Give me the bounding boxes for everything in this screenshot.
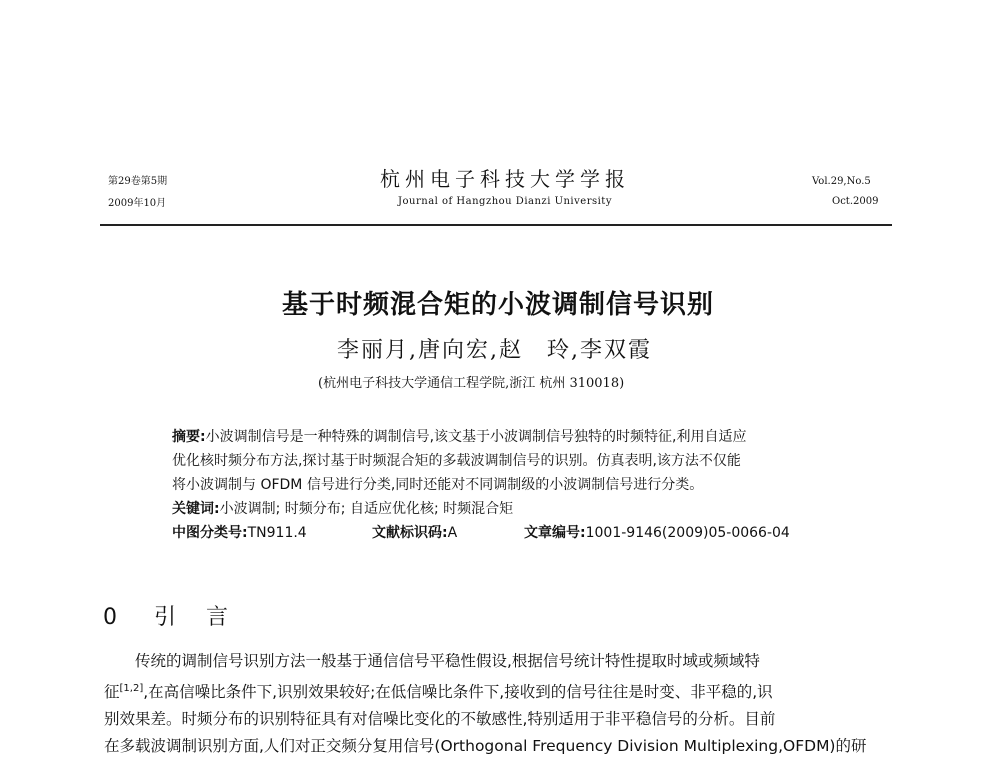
- classification-line: [172, 521, 307, 545]
- header-rule: [100, 224, 892, 226]
- article-no-value: 1001-9146(2009)05-0066-04: [585, 525, 790, 541]
- author-list: 李丽月,唐向宏,赵 玲,李双霞: [337, 338, 652, 363]
- volume-issue-en: Vol.29,No.5: [812, 176, 871, 187]
- abstract-line-3: 将小波调制与 OFDM 信号进行分类,同时还能对不同调制级的小波调制信号进行分类。: [172, 477, 704, 493]
- journal-title-zh: 杭州电子科技大学学报: [380, 167, 630, 191]
- abstract-block: [172, 425, 747, 521]
- citation-ref: [1,2]: [119, 683, 144, 694]
- section-title: 引 言: [154, 605, 233, 630]
- body-line-2-start: 征: [104, 683, 120, 702]
- article-title: 基于时频混合矩的小波调制信号识别: [282, 290, 715, 320]
- article-no-label: 文章编号:: [524, 525, 586, 541]
- section-number: 0: [103, 605, 121, 630]
- keywords-line: [172, 497, 747, 521]
- keywords-label: 关键词:: [172, 501, 220, 517]
- doc-code-label: 文献标识码:: [372, 525, 448, 541]
- body-line-3: 别效果差。时频分布的识别特征具有对信噪比变化的不敏感性,特别适用于非平稳信号的分析。目前: [104, 710, 776, 729]
- journal-title-en: Journal of Hangzhou Dianzi University: [398, 196, 612, 207]
- author-affiliation: (杭州电子科技大学通信工程学院,浙江 杭州 310018): [318, 376, 625, 391]
- abstract-line-2: 优化核时频分布方法,探讨基于时频混合矩的多载波调制信号的识别。仿真表明,该方法不仅能: [172, 453, 741, 469]
- clc-label: 中图分类号:: [172, 525, 248, 541]
- keywords-text: 小波调制; 时频分布; 自适应优化核; 时频混合矩: [219, 501, 514, 517]
- abstract-text-1: 小波调制信号是一种特殊的调制信号,该文基于小波调制信号独特的时频特征,利用自适应: [205, 429, 747, 445]
- abstract-line-1: [172, 425, 747, 449]
- volume-issue-zh: 第29卷第5期: [108, 176, 168, 187]
- section-heading: [103, 600, 232, 631]
- date-en: Oct.2009: [832, 196, 879, 207]
- clc-value: TN911.4: [247, 525, 307, 541]
- date-zh: 2009年10月: [108, 198, 167, 209]
- document-code: [372, 521, 457, 545]
- body-paragraph: [104, 648, 866, 760]
- abstract-label: 摘要:: [172, 429, 206, 445]
- body-line-2-rest: ,在高信噪比条件下,识别效果较好;在低信噪比条件下,接收到的信号往往是时变、非平稳的,识: [143, 683, 773, 702]
- body-line-1: 传统的调制信号识别方法一般基于通信信号平稳性假设,根据信号统计特性提取时域或频域特: [135, 652, 760, 670]
- body-line-4: 在多载波调制识别方面,人们对正交频分复用信号(Orthogonal Frequency Division Multiplexing,OFDM)的研: [104, 737, 867, 756]
- article-number: [524, 521, 790, 545]
- body-line-2: [104, 675, 866, 706]
- doc-code-value: A: [447, 525, 458, 541]
